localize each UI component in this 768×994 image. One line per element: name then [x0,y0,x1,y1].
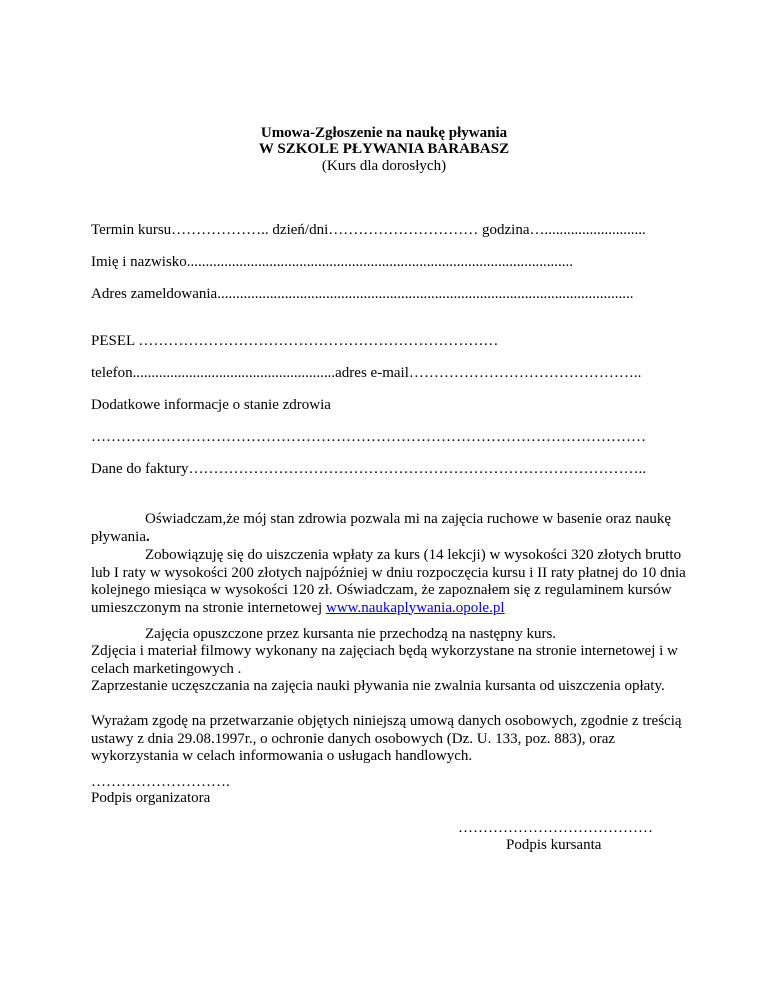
participant-signature-line: ………………………………… [458,820,653,836]
school-name: W SZKOLE PŁYWANIA BARABASZ [258,141,510,157]
declaration-health [91,511,691,546]
document-title: Umowa-Zgłoszenie na naukę pływania [260,125,508,141]
declaration-payment [91,547,691,617]
course-type: (Kurs dla dorosłych) [321,158,447,174]
field-invoice-data[interactable]: Dane do faktury……………………………………………………………………………….. [91,461,646,477]
field-full-name[interactable]: Imię i nazwisko....................................................................................................... [91,254,574,270]
rule-missed-classes [91,626,691,644]
rule-payment-obligation: Zaprzestanie uczęszczania na zajęcia nauki pływania nie zwalnia kursanta od uiszczenia opłaty. [91,678,665,694]
field-pesel[interactable]: PESEL ……………………………………………………………… [91,333,499,349]
rule-data-consent: Wyrażam zgodę na przetwarzanie objętych niniejszą umową danych osobowych, zgodnie z treścią ustawy z dnia 29.08.1997r., o ochronie danych osobowych (Dz. U. 133, poz. 883), oraz wykorzystania w celach informowania o usługach handlowych. [91,713,682,764]
rule-missed-classes-text: Zajęcia opuszczone przez kursanta nie przechodzą na następny kurs. [145,626,557,642]
declaration-payment-text: Zobowiązuję się do uiszczenia wpłaty za kurs (14 lekcji) w wysokości 320 złotych brutto lub I raty w wysokości 200 złotych najpóźniej w dniu rozpoczęcia kursu i II raty płatnej do 10 dnia kolejnego miesiąca w wysokości 120 zł. Oświadczam, że zapoznałem się z regulaminem kursów umieszczonym na stronie internetowej [91,547,686,616]
organizer-signature-line: ………………………. [91,774,230,790]
field-address[interactable]: Adres zameldowania............................................................................................................... [91,286,634,302]
field-health-info[interactable]: ………………………………………………………………………………………………… [91,429,646,445]
declaration-health-end: . [145,528,150,545]
website-link[interactable]: www.naukaplywania.opole.pl [325,599,505,616]
declaration-health-text: Oświadczam,że mój stan zdrowia pozwala mi na zajęcia ruchowe w basenie oraz naukę pływania [91,511,672,545]
participant-signature-label: Podpis kursanta [506,837,602,853]
field-course-schedule[interactable]: Termin kursu……………….. dzień/dni………………………… godzina…........................... [91,222,646,238]
field-phone-email[interactable]: telefon......................................................adres e-mail……………………………………….. [91,365,642,381]
organizer-signature-label: Podpis organizatora [91,790,211,806]
rule-media: Zdjęcia i materiał filmowy wykonany na zajęciach będą wykorzystane na stronie internetowej i w celach marketingowych . [91,643,678,677]
health-info-label: Dodatkowe informacje o stanie zdrowia [91,397,331,413]
